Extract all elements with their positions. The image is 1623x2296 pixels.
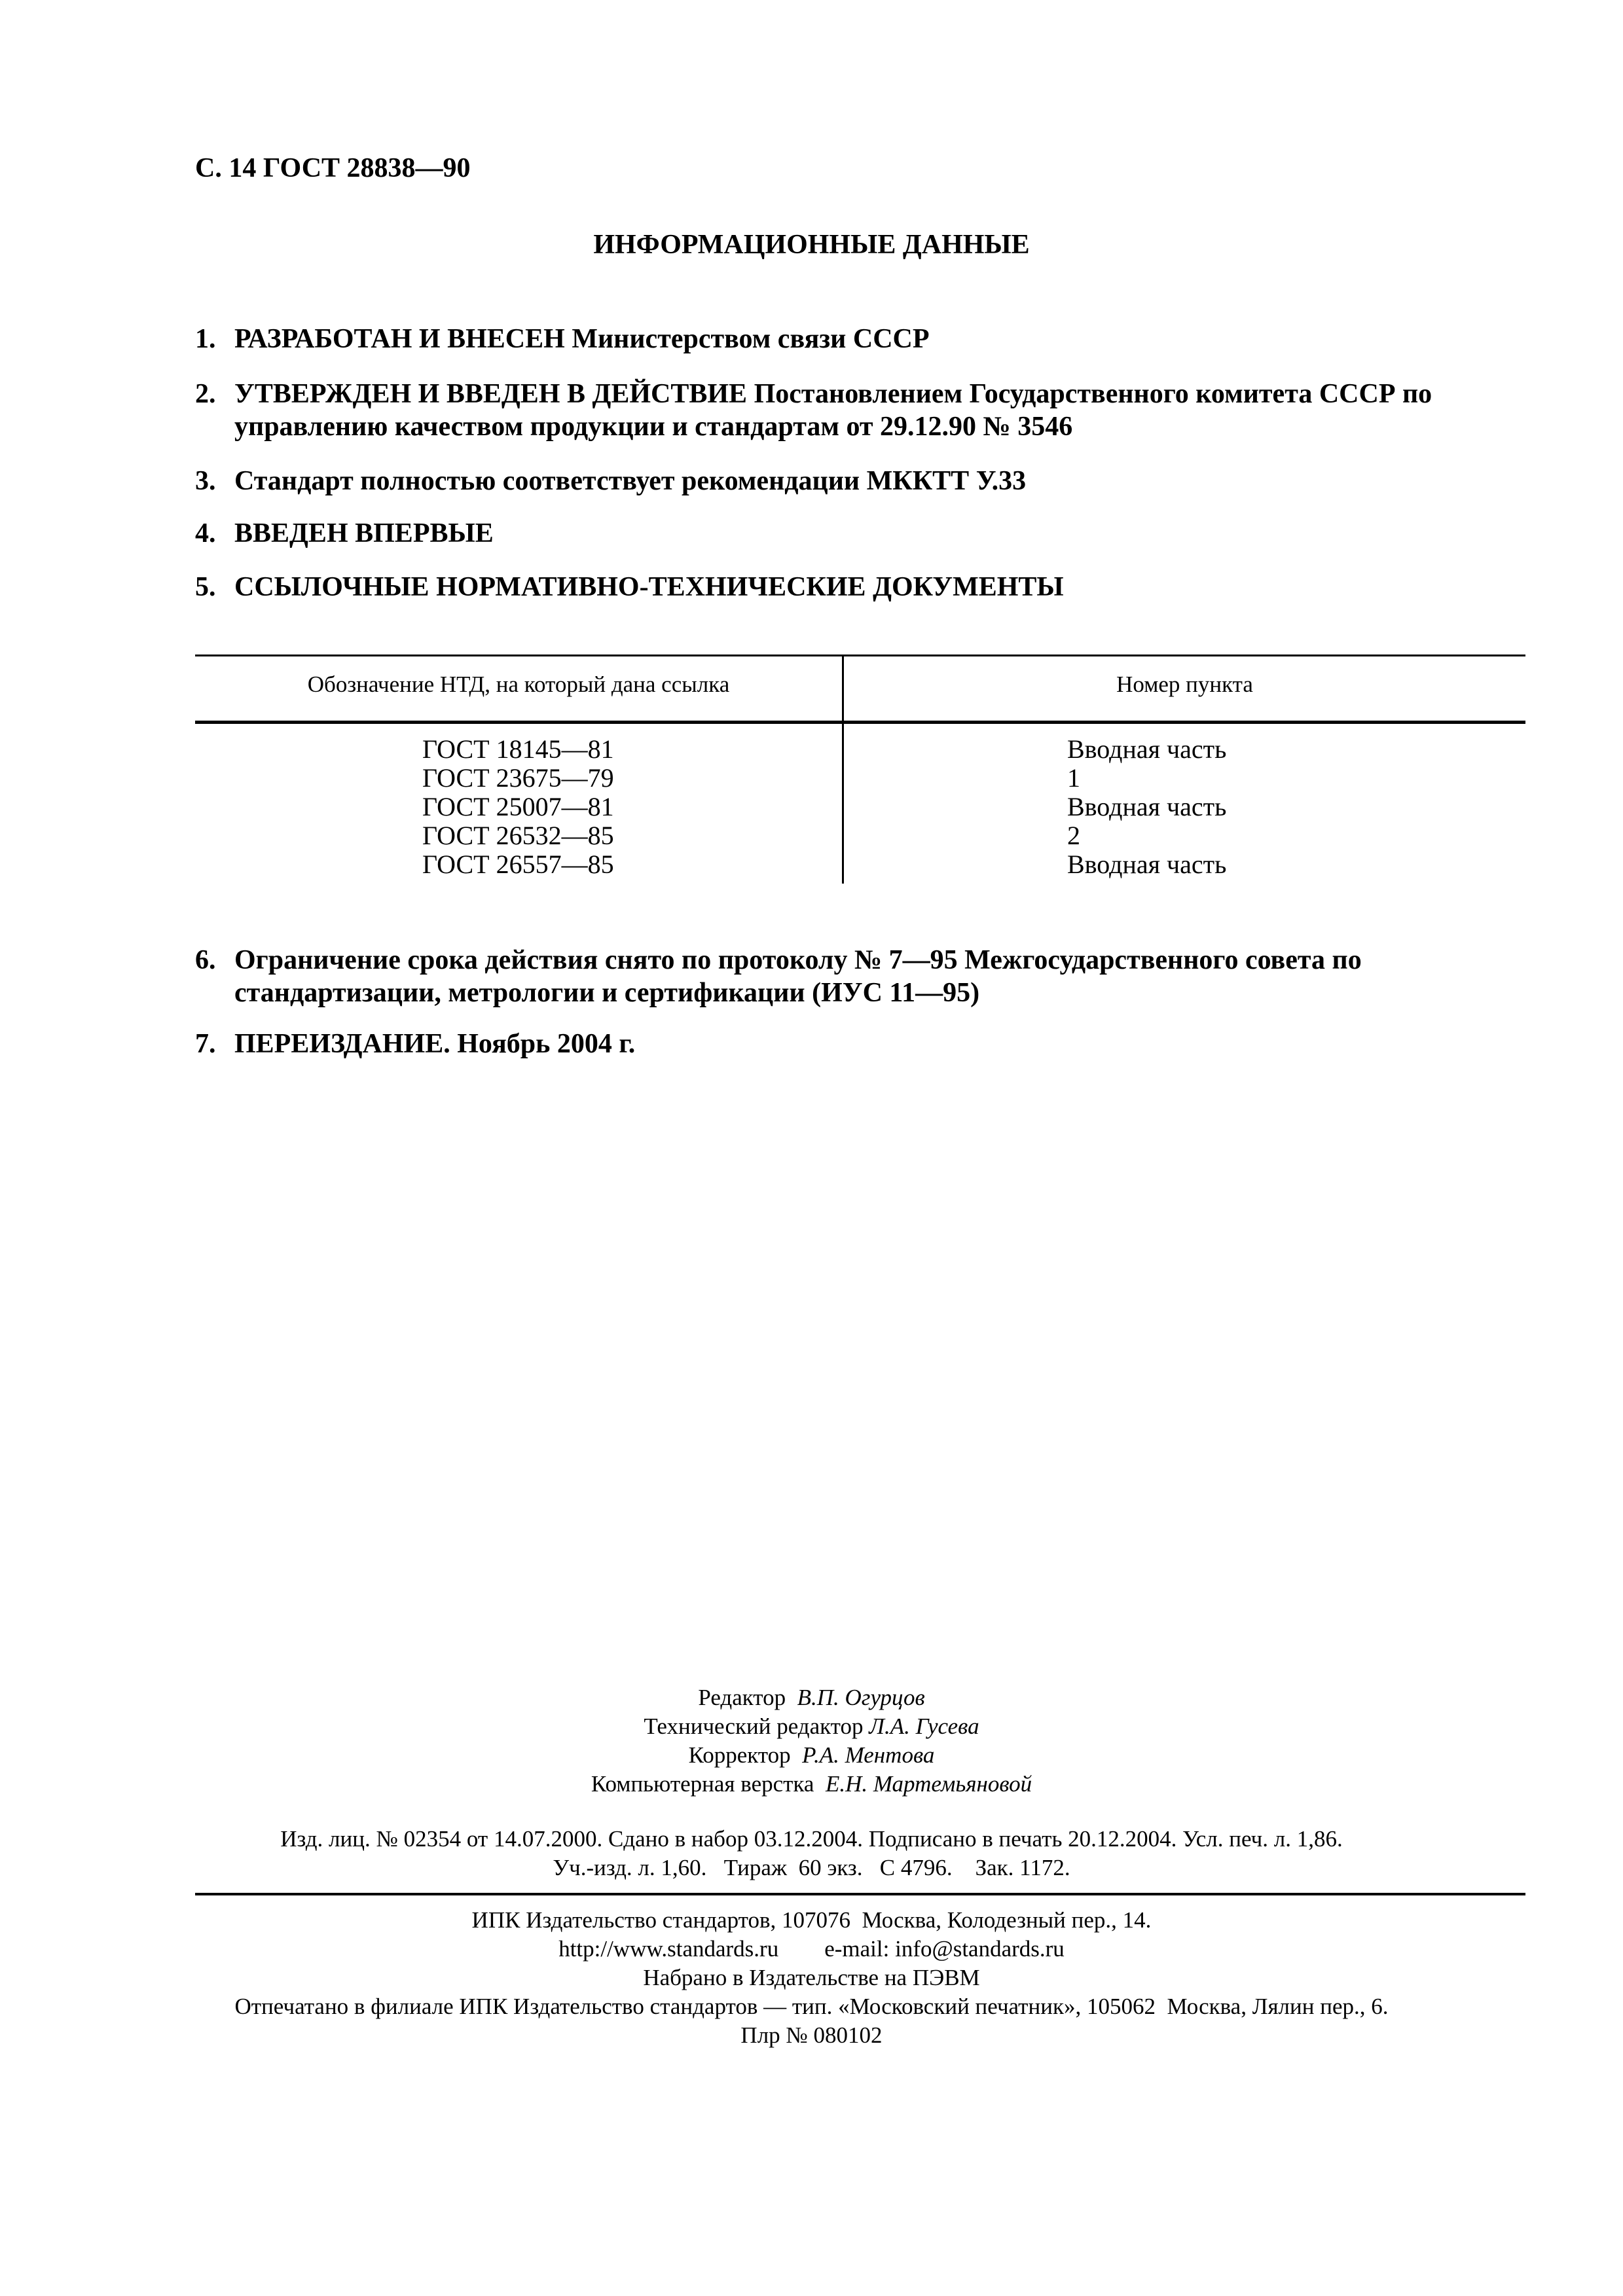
table-cell-doc: ГОСТ 23675—79 bbox=[422, 763, 614, 793]
list-item bbox=[195, 517, 1525, 550]
list-item bbox=[195, 1028, 1525, 1060]
item-text: Постановлением Государственного комитета СССР по управлению качеством продукции и стандартам от 29.12.90 № 3546 bbox=[234, 379, 1432, 442]
list-item bbox=[195, 944, 1525, 1009]
publisher-contacts bbox=[0, 1935, 1623, 1964]
item-number: 3. bbox=[195, 466, 216, 496]
print-info bbox=[0, 1825, 1623, 1882]
list-item bbox=[195, 571, 1525, 603]
credit-role: Редактор bbox=[698, 1685, 786, 1710]
item-number: 7. bbox=[195, 1029, 216, 1059]
credit-name: Р.А. Ментова bbox=[802, 1742, 935, 1768]
section-title: ИНФОРМАЦИОННЫЕ ДАННЫЕ bbox=[593, 230, 1030, 260]
credit-row bbox=[0, 1770, 1623, 1799]
credit-role: Технический редактор bbox=[644, 1713, 864, 1739]
credit-row bbox=[0, 1712, 1623, 1741]
table-header-clause: Номер пункта bbox=[1116, 672, 1253, 697]
plr-number: Плр № 080102 bbox=[740, 2022, 883, 2048]
table-cell-doc: ГОСТ 26557—85 bbox=[422, 850, 614, 879]
table-cell-clause: 1 bbox=[1067, 763, 1080, 793]
item-number: 5. bbox=[195, 572, 216, 602]
item-number: 6. bbox=[195, 945, 216, 975]
credit-row bbox=[0, 1741, 1623, 1770]
typeset-note: Набрано в Издательстве на ПЭВМ bbox=[643, 1965, 980, 1990]
table-cell-clause: 2 bbox=[1067, 821, 1080, 850]
table-header-doc: Обозначение НТД, на который дана ссылка bbox=[307, 672, 730, 697]
table-top-rule bbox=[195, 655, 1525, 656]
credit-row bbox=[0, 1683, 1623, 1712]
publisher-email-link[interactable]: e-mail: info@standards.ru bbox=[824, 1936, 1065, 1962]
item-number: 2. bbox=[195, 379, 216, 409]
list-item bbox=[195, 323, 1525, 355]
credit-name: В.П. Огурцов bbox=[797, 1685, 925, 1710]
print-info-line: Изд. лиц. № 02354 от 14.07.2000. Сдано в набор 03.12.2004. Подписано в печать 20.12.2004. Усл. печ. л. 1,86. bbox=[280, 1826, 1343, 1852]
table-cell-clause: Вводная часть bbox=[1067, 792, 1227, 821]
item-number: 1. bbox=[195, 324, 216, 354]
printed-note: Отпечатано в филиале ИПК Издательство стандартов — тип. «Московский печатник», 105062 Москва, Лялин пер., 6. bbox=[234, 1994, 1389, 2019]
credit-role: Компьютерная верстка bbox=[591, 1771, 814, 1797]
credit-name: Е.Н. Мартемьяновой bbox=[825, 1771, 1032, 1797]
item-number: 4. bbox=[195, 518, 216, 548]
list-item bbox=[195, 378, 1525, 443]
item-heading: ПЕРЕИЗДАНИЕ. bbox=[234, 1029, 450, 1059]
item-text: Стандарт полностью соответствует рекомендации МККТТ У.33 bbox=[234, 466, 1027, 496]
item-text: Ноябрь 2004 г. bbox=[450, 1029, 636, 1059]
table-cell-clause: Вводная часть bbox=[1067, 734, 1227, 764]
credit-role: Корректор bbox=[688, 1742, 791, 1768]
item-text: Министерством связи СССР bbox=[564, 324, 930, 354]
item-heading: ВВЕДЕН ВПЕРВЫЕ bbox=[234, 518, 494, 548]
table-header-rule bbox=[195, 721, 1525, 724]
credit-name: Л.А. Гусева bbox=[869, 1713, 979, 1739]
print-info-line: Уч.-изд. л. 1,60. Тираж 60 экз. С 4796. Зак. 1172. bbox=[553, 1855, 1070, 1880]
credits-block bbox=[0, 1683, 1623, 1799]
publisher-address: ИПК Издательство стандартов, 107076 Москва, Колодезный пер., 14. bbox=[471, 1907, 1152, 1933]
colophon-divider bbox=[195, 1893, 1525, 1895]
item-heading: УТВЕРЖДЕН И ВВЕДЕН В ДЕЙСТВИЕ bbox=[234, 379, 748, 409]
table-cell-clause: Вводная часть bbox=[1067, 850, 1227, 879]
running-header: С. 14 ГОСТ 28838—90 bbox=[195, 153, 471, 183]
item-text: Ограничение срока действия снято по протоколу № 7—95 Межгосударственного совета по стандартизации, метрологии и сертификации (ИУС 11—95) bbox=[234, 945, 1362, 1008]
item-heading: ССЫЛОЧНЫЕ НОРМАТИВНО-ТЕХНИЧЕСКИЕ ДОКУМЕНТЫ bbox=[234, 572, 1064, 602]
publisher-website-link[interactable]: http://www.standards.ru bbox=[558, 1936, 779, 1962]
table-cell-doc: ГОСТ 25007—81 bbox=[422, 792, 614, 821]
list-item bbox=[195, 465, 1525, 497]
publisher-block bbox=[0, 1906, 1623, 2050]
item-heading: РАЗРАБОТАН И ВНЕСЕН bbox=[234, 324, 565, 354]
table-cell-doc: ГОСТ 26532—85 bbox=[422, 821, 614, 850]
table-cell-doc: ГОСТ 18145—81 bbox=[422, 734, 614, 764]
